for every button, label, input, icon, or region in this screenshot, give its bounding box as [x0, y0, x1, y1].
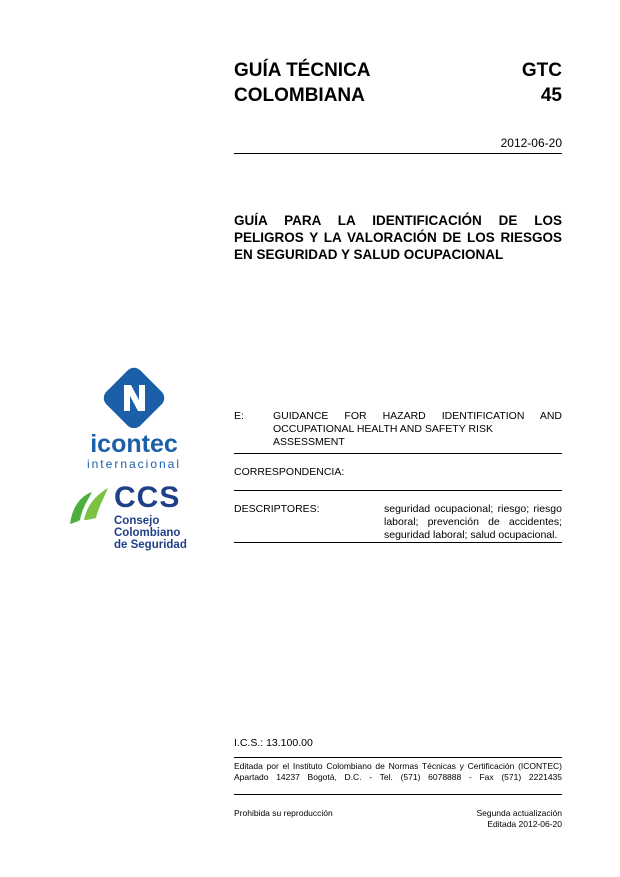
publisher-line-2: Apartado 14237 Bogotá, D.C. - Tel. (571) 6078888 - Fax (571) 2221435 — [234, 772, 562, 782]
footer-edition — [476, 808, 562, 830]
footer-edition-line-2: Editada 2012-06-20 — [487, 819, 562, 829]
ccs-name-line-1: Consejo Colombiano — [114, 515, 181, 539]
english-title-line-1: GUIDANCE FOR HAZARD IDENTIFICATION AND — [273, 410, 562, 422]
publisher-info — [234, 761, 562, 783]
english-label: E: — [234, 410, 244, 422]
ccs-acronym: CCS — [114, 481, 181, 514]
english-title-line-2: OCCUPATIONAL HEALTH AND SAFETY RISK ASSESSMENT — [273, 423, 493, 448]
document-type-title — [234, 58, 371, 108]
document-code — [522, 58, 562, 108]
header-divider — [234, 153, 562, 154]
footer-edition-line-1: Segunda actualización — [476, 808, 562, 818]
ccs-leaf-icon — [66, 484, 112, 528]
code-line-2: 45 — [540, 85, 562, 106]
footer-reproduction-notice: Prohibida su reproducción — [234, 808, 333, 818]
english-title — [273, 410, 562, 449]
correspondencia-divider — [234, 490, 562, 491]
title-line-1: GUÍA TÉCNICA — [234, 60, 371, 81]
icontec-wordmark: icontec — [90, 430, 178, 458]
ics-divider — [234, 757, 562, 758]
descriptores-divider — [234, 542, 562, 543]
publisher-divider — [234, 794, 562, 795]
icontec-emblem-icon — [84, 366, 184, 428]
publisher-line-1: Editada por el Instituto Colombiano de Normas Técnicas y Certificación (ICONTEC) — [234, 761, 562, 771]
title-line-2: COLOMBIANA — [234, 85, 365, 106]
ics-code: I.C.S.: 13.100.00 — [234, 737, 313, 749]
document-date: 2012-06-20 — [500, 136, 562, 150]
ccs-name-line-2: de Seguridad — [114, 539, 187, 551]
descriptores-line-2: laboral; prevención de accidentes; — [384, 516, 562, 528]
english-divider — [234, 453, 562, 454]
descriptores-label: DESCRIPTORES: — [234, 503, 320, 515]
ccs-logo — [66, 481, 226, 551]
correspondencia-label: CORRESPONDENCIA: — [234, 466, 345, 478]
code-line-1: GTC — [521, 60, 562, 81]
ccs-name — [114, 515, 226, 551]
icontec-logo — [84, 366, 184, 471]
descriptores-value — [384, 503, 562, 542]
descriptores-line-1: seguridad ocupacional; riesgo; riesgo — [384, 503, 562, 515]
icontec-subtitle: internacional — [86, 457, 182, 471]
main-title: GUÍA PARA LA IDENTIFICACIÓN DE LOS PELIGROS Y LA VALORACIÓN DE LOS RIESGOS EN SEGURIDAD Y SALUD OCUPACIONAL — [234, 213, 562, 262]
descriptores-line-3: seguridad laboral; salud ocupacional. — [384, 529, 558, 541]
